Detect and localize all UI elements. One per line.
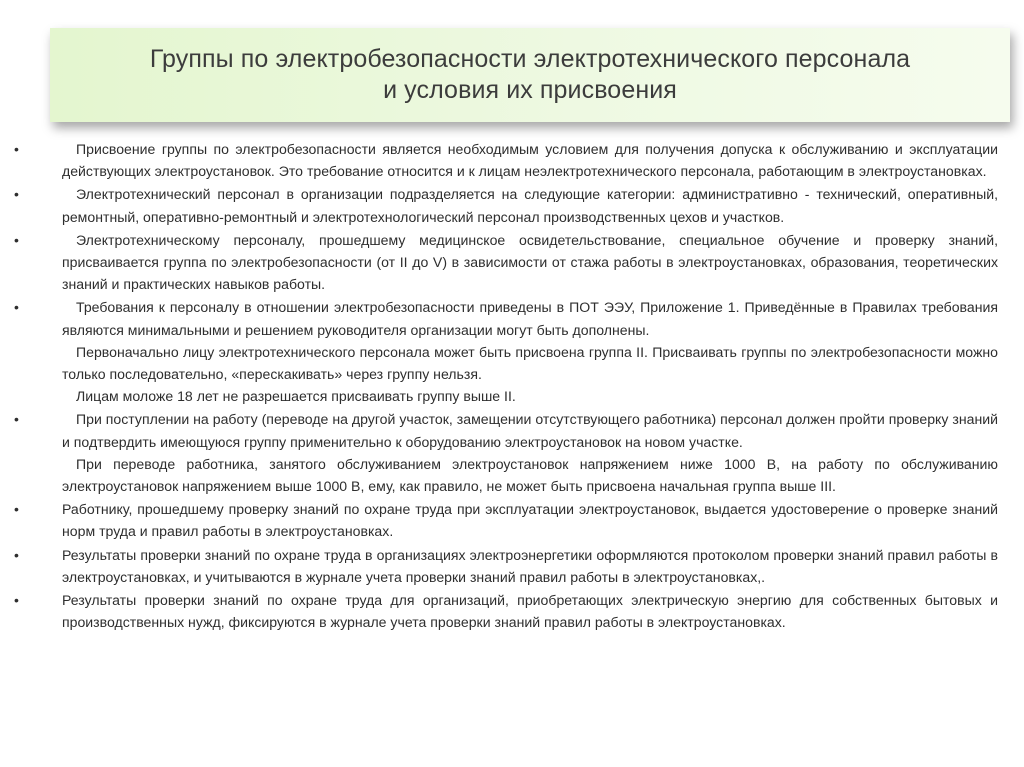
slide-title-line-2: и условия их присвоения: [383, 76, 677, 104]
bullet-dot: •: [14, 501, 19, 518]
slide-title-line-1: Группы по электробезопасности электротехнического персонала: [149, 45, 911, 73]
bullet-paragraph: Электротехническому персоналу, прошедшему медицинское освидетельствование, специальное обучение и проверку знаний, присваивается группа по электробезопасности (от II до V) в зависимости от стажа работы в электроустановках, образования, теоретических знаний и практических навыков работы.: [62, 231, 998, 293]
bullet-paragraph: Присвоение группы по электробезопасности является необходимым условием для получения допуска к обслуживанию и эксплуатации действующих электроустановок. Это требование относится и к лицам неэлектротехнического персонала, работающим в электроустановках.: [62, 141, 998, 180]
bullet-dot: •: [14, 299, 19, 316]
bullet-paragraph: Лицам моложе 18 лет не разрешается присваивать группу выше II.: [76, 388, 516, 405]
bullet-item: [14, 183, 998, 227]
bullet-paragraph: Первоначально лицу электротехнического персонала может быть присвоена группа II. Присваивать группы по электробезопасности можно только последовательно, «перескакивать» через группу нельзя.: [62, 343, 998, 383]
bullet-paragraph: Электротехнический персонал в организации подразделяется на следующие категории: административно - технический, оперативный, ремонтный, оперативно-ремонтный и электротехнологический персонал производственных цехов и участков.: [62, 186, 998, 225]
bullet-item: [14, 544, 998, 588]
bullet-paragraph: Результаты проверки знаний по охране труда в организациях электроэнергетики оформляются протоколом проверки знаний правил работы в электроустановках, и учитываются в журнале учета проверки знаний правил работы в электроустановках,.: [62, 546, 998, 585]
bullet-dot: •: [14, 592, 19, 609]
bullet-paragraph: Требования к персоналу в отношении электробезопасности приведены в ПОТ ЭЭУ, Приложение 1. Приведённые в Правилах требования являются минимальными и решением руководителя организации могут быть дополнены.: [62, 299, 998, 338]
bullet-dot: •: [14, 546, 19, 563]
bullet-paragraph: Результаты проверки знаний по охране труда для организаций, приобретающих электрическую энергию для собственных бытовых и производственных нужд, фиксируются в журнале учета проверки знаний правил работы в электроустановках.: [62, 592, 998, 631]
bullet-dot: •: [14, 186, 19, 203]
bullet-item: [14, 229, 998, 296]
bullet-dot: •: [14, 141, 19, 157]
slide-title-box: [50, 28, 1010, 122]
bullet-item: [14, 589, 998, 633]
bullet-item: [14, 408, 998, 497]
bullet-dot: •: [14, 231, 19, 248]
bullet-paragraph: При переводе работника, занятого обслуживанием электроустановок напряжением ниже 1000 В, на работу по обслуживанию электроустановок напряжением выше 1000 В, ему, как правило, не может быть присвоена начальная группа выше III.: [62, 455, 998, 495]
bullet-paragraph: Работнику, прошедшему проверку знаний по охране труда при эксплуатации электроустановок, выдается удостоверение о проверке знаний норм труда и правил работы в электроустановках.: [62, 501, 998, 540]
bullet-item: [14, 498, 998, 542]
bullet-paragraph: При поступлении на работу (переводе на другой участок, замещении отсутствующего работника) персонал должен пройти проверку знаний и подтвердить имеющуюся группу применительно к оборудованию электроустановок на новом участке.: [62, 411, 998, 450]
bullet-dot: •: [14, 411, 19, 428]
bullet-list: [14, 138, 998, 634]
bullet-item: [14, 296, 998, 407]
bullet-item: [14, 138, 998, 182]
